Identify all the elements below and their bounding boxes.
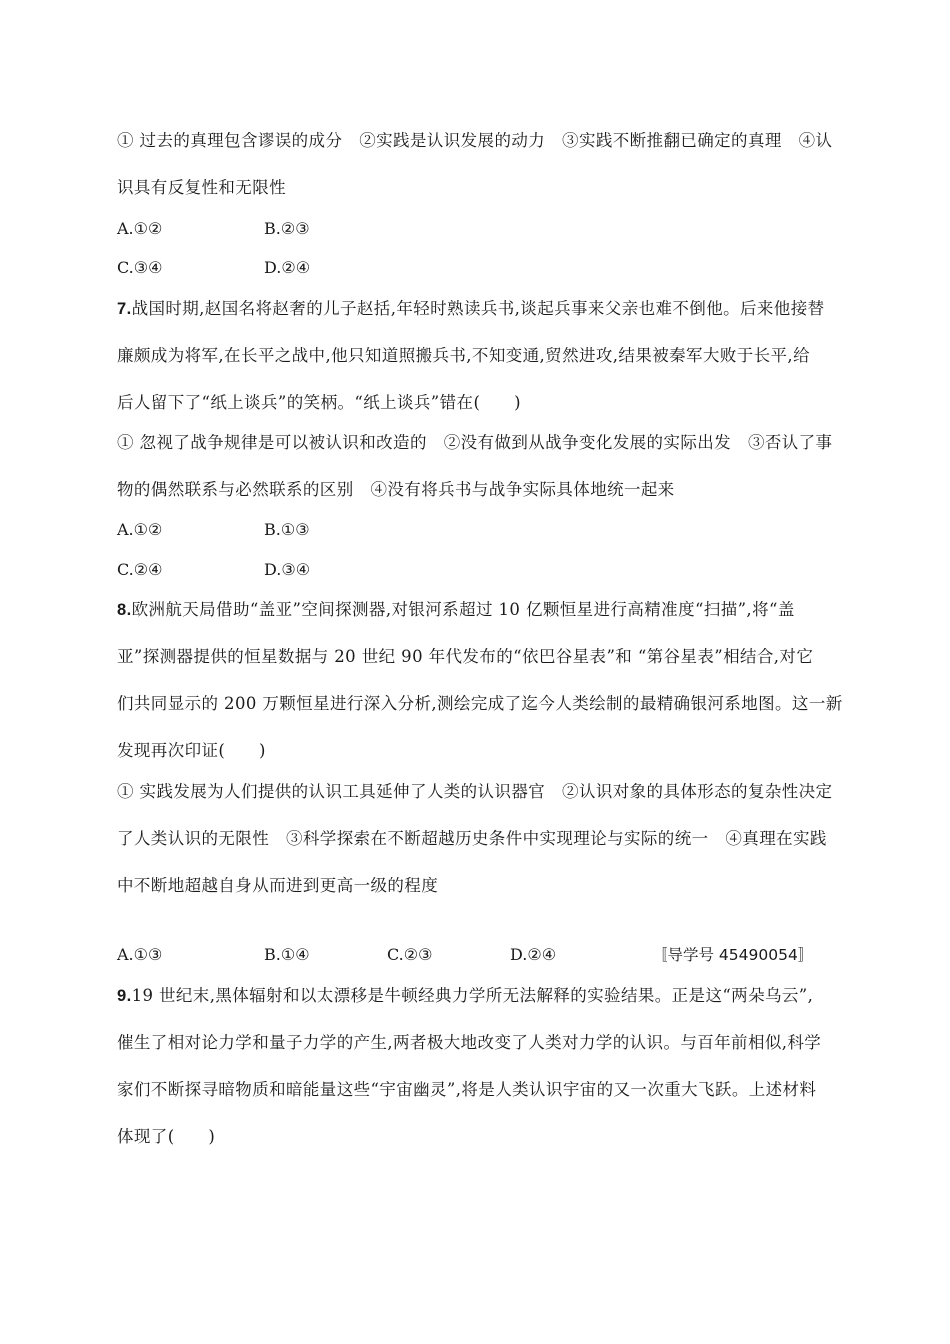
q7-stem-line1 bbox=[117, 298, 825, 320]
q8-number: 8. bbox=[117, 601, 132, 619]
q6-option-a: A.①② bbox=[117, 219, 163, 238]
q8-guide-number: 〚导学号 45490054〛 bbox=[652, 946, 814, 964]
q6-statements-line1: ① 过去的真理包含谬误的成分 ②实践是认识发展的动力 ③实践不断推翻已确定的真理 ④认 bbox=[117, 131, 833, 150]
q8-stem-line4: 发现再次印证( ) bbox=[117, 741, 266, 760]
q7-option-d: D.③④ bbox=[264, 560, 311, 579]
q8-option-b: B.①④ bbox=[264, 945, 310, 964]
q7-statements-line2: 物的偶然联系与必然联系的区别 ④没有将兵书与战争实际具体地统一起来 bbox=[117, 480, 675, 499]
q9-stem-text1: 19 世纪末,黑体辐射和以太漂移是牛顿经典力学所无法解释的实验结果。正是这“两朵乌云”, bbox=[131, 986, 814, 1005]
q9-stem-line1 bbox=[117, 985, 813, 1007]
q8-statements-line2: 了人类认识的无限性 ③科学探索在不断超越历史条件中实现理论与实际的统一 ④真理在实践 bbox=[117, 829, 827, 848]
q8-option-d: D.②④ bbox=[510, 945, 557, 964]
q8-stem-line1 bbox=[117, 599, 795, 621]
q9-stem-line4: 体现了( ) bbox=[117, 1127, 216, 1146]
q7-option-c: C.②④ bbox=[117, 560, 163, 579]
q8-stem-line3: 们共同显示的 200 万颗恒星进行深入分析,测绘完成了迄今人类绘制的最精确银河系地图。这一新 bbox=[117, 694, 843, 713]
q7-stem-line3: 后人留下了“纸上谈兵”的笑柄。“纸上谈兵”错在( ) bbox=[117, 393, 521, 412]
q7-option-b: B.①③ bbox=[264, 520, 310, 539]
q7-stem-line2: 廉颇成为将军,在长平之战中,他只知道照搬兵书,不知变通,贸然进攻,结果被秦军大败于长平,给 bbox=[117, 346, 810, 365]
q9-stem-line3: 家们不断探寻暗物质和暗能量这些“宇宙幽灵”,将是人类认识宇宙的又一次重大飞跃。上述材料 bbox=[117, 1080, 817, 1099]
q7-stem-text1: 战国时期,赵国名将赵奢的儿子赵括,年轻时熟读兵书,谈起兵事来父亲也难不倒他。后来他接替 bbox=[131, 299, 825, 318]
q8-stem-line2: 亚”探测器提供的恒星数据与 20 世纪 90 年代发布的“依巴谷星表”和 “第谷星表”相结合,对它 bbox=[117, 647, 814, 666]
q6-option-d: D.②④ bbox=[264, 258, 311, 277]
q8-statements-line3: 中不断地超越自身从而进到更高一级的程度 bbox=[117, 876, 439, 895]
q6-statements-line2: 识具有反复性和无限性 bbox=[117, 178, 286, 197]
q9-stem-line2: 催生了相对论力学和量子力学的产生,两者极大地改变了人类对力学的认识。与百年前相似,科学 bbox=[117, 1033, 822, 1052]
q6-option-b: B.②③ bbox=[264, 219, 310, 238]
q8-option-a: A.①③ bbox=[117, 945, 163, 964]
q9-number: 9. bbox=[117, 987, 132, 1005]
q8-stem-text1: 欧洲航天局借助“盖亚”空间探测器,对银河系超过 10 亿颗恒星进行高精准度“扫描”,将“盖 bbox=[131, 600, 795, 619]
q8-statements-line1: ① 实践发展为人们提供的认识工具延伸了人类的认识器官 ②认识对象的具体形态的复杂性决定 bbox=[117, 782, 833, 801]
q7-number: 7. bbox=[117, 300, 132, 318]
q7-option-a: A.①② bbox=[117, 520, 163, 539]
q7-statements-line1: ① 忽视了战争规律是可以被认识和改造的 ②没有做到从战争变化发展的实际出发 ③否认了事 bbox=[117, 433, 833, 452]
q8-option-c: C.②③ bbox=[387, 945, 433, 964]
q6-option-c: C.③④ bbox=[117, 258, 163, 277]
